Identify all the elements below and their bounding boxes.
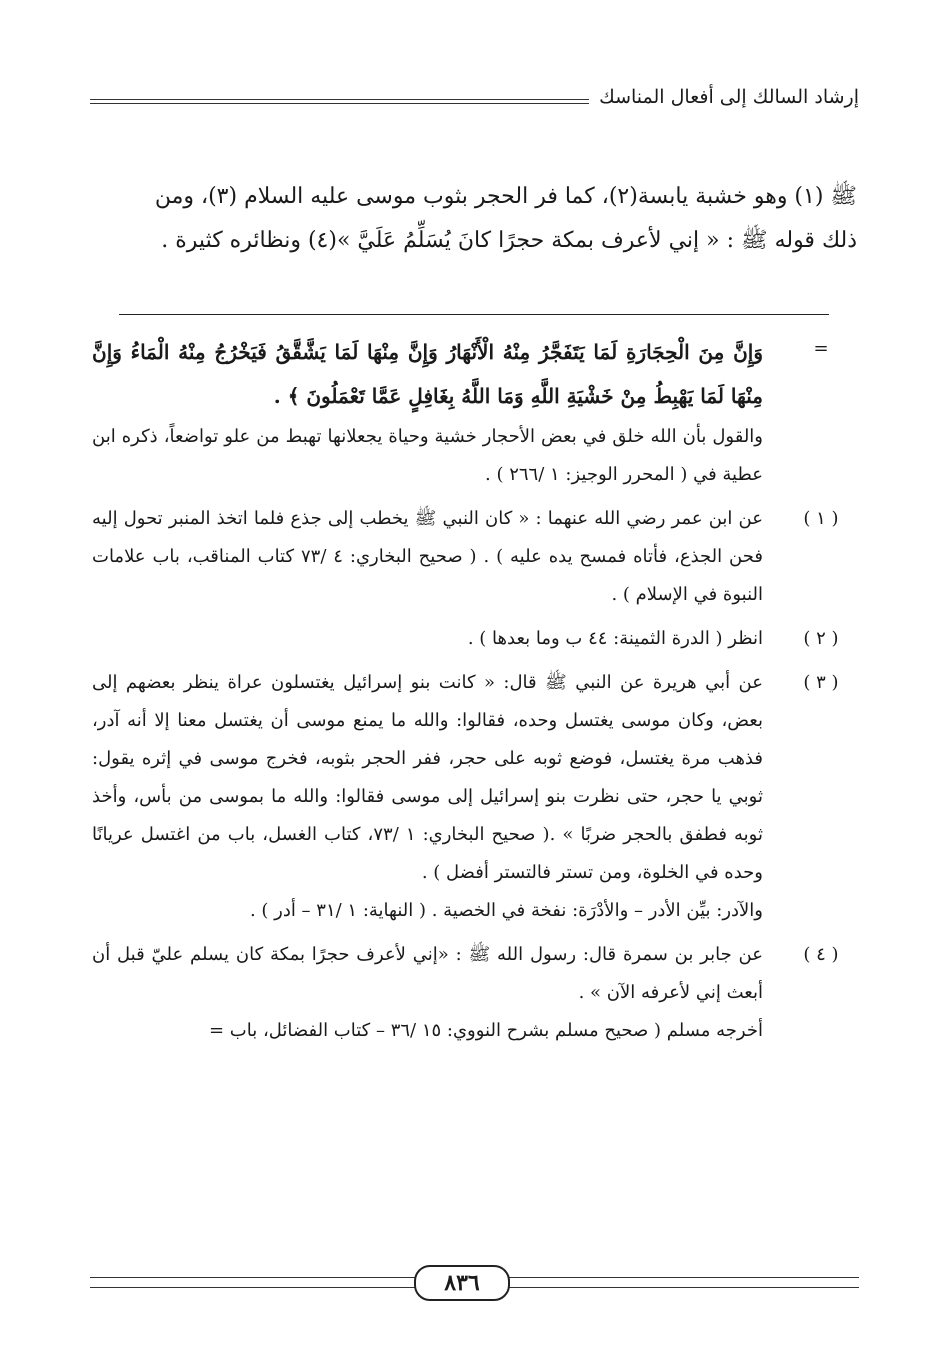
header-title: إرشاد السالك إلى أفعال المناسك — [589, 86, 859, 108]
footnote-number: ( ١ ) — [803, 508, 839, 529]
page-number: ٨٣٦ — [414, 1265, 510, 1301]
footnote-text: عن ابن عمر رضي الله عنهما : « كان النبي ﷺ يخطب إلى جذع فلما اتخذ المنبر تحول إليه فحن الجذع، فأتاه فمسح يده عليه ) . ( صحيح البخاري: ٤ /٧٣ كتاب المناقب، باب علامات النبوة في الإسلام ) . — [92, 508, 763, 605]
footnote-text: انظر ( الدرة الثمينة: ٤٤ ب وما بعدها ) . — [467, 628, 763, 649]
footnote-number: ( ٤ ) — [803, 944, 839, 965]
main-text-line-1: ﷺ (١) وهو خشبة يابسة(٢)، كما فر الحجر بثوب موسى عليه السلام (٣)، ومن — [154, 184, 857, 209]
header-rule — [90, 99, 609, 104]
continuation-mark: = — [813, 338, 829, 359]
footnote-text: عن جابر بن سمرة قال: رسول الله ﷺ : «إني لأعرف حجرًا بمكة كان يسلم عليّ قبل أن أبعث إني لأعرفه الآن » . — [92, 944, 763, 1003]
footnote-note: والآدر: بيِّن الأدر – والأدْرَة: نفخة في الخصية . ( النهاية: ١ /٣١ – أدر ) . — [249, 900, 763, 921]
footnote-1 — [92, 500, 851, 614]
footnote-separator — [119, 314, 829, 315]
quran-verse: وَإِنَّ مِنَ الْحِجَارَةِ لَمَا يَتَفَجَّرُ مِنْهُ الْأَنْهَارُ وَإِنَّ مِنْهَا لَمَا يَشَّقَّقُ فَيَخْرُجُ مِنْهُ الْمَاءُ وَإِنَّ مِنْهَا لَمَا يَهْبِطُ مِنْ خَشْيَةِ اللَّهِ وَمَا اللَّهُ بِغَافِلٍ عَمَّا تَعْمَلُونَ ﴾ . — [92, 340, 763, 408]
footnotes — [92, 330, 851, 1050]
footnote-number: ( ٣ ) — [803, 672, 839, 693]
footnote-continuation — [92, 330, 851, 494]
main-text — [92, 175, 857, 263]
running-header — [90, 86, 859, 116]
main-text-line-2: ذلك قوله ﷺ : « إني لأعرف بمكة حجرًا كانَ يُسَلِّمُ عَلَيَّ »(٤) ونظائره كثيرة . — [161, 228, 857, 253]
footnote-3 — [92, 664, 851, 930]
footnote-text: عن أبي هريرة عن النبي ﷺ قال: « كانت بنو إسرائيل يغتسلون عراة ينظر بعضهم إلى بعض، وكان موسى يغتسل وحده، فقالوا: والله ما يمنع موسى أن يغتسل معنا إلا أنه آدر، فذهب مرة يغتسل، فوضع ثوبه على حجر، ففر الحجر بثوبه، فخرج موسى في إثره يقول: ثوبي يا حجر، حتى نظرت بنو إسرائيل إلى موسى فقالوا: والله ما بموسى من بأس، وأخذ ثوبه فطفق بالحجر ضربًا » .( صحيح البخاري: ١ /٧٣، كتاب الغسل، باب من اغتسل عريانًا وحده في الخلوة، ومن تستر فالتستر أفضل ) . — [92, 672, 763, 883]
footnote-2 — [92, 620, 851, 658]
footnote-note: أخرجه مسلم ( صحيح مسلم بشرح النووي: ١٥ /٣٦ – كتاب الفضائل، باب = — [208, 1020, 763, 1041]
footnote-number: ( ٢ ) — [803, 628, 839, 649]
footnote-4 — [92, 936, 851, 1050]
footnote-continuation-text: والقول بأن الله خلق في بعض الأحجار خشية وحياة يجعلانها تهبط من علو تواضعاً، ذكره ابن عطية في ( المحرر الوجيز: ١ /٢٦٦ ) . — [92, 426, 763, 485]
